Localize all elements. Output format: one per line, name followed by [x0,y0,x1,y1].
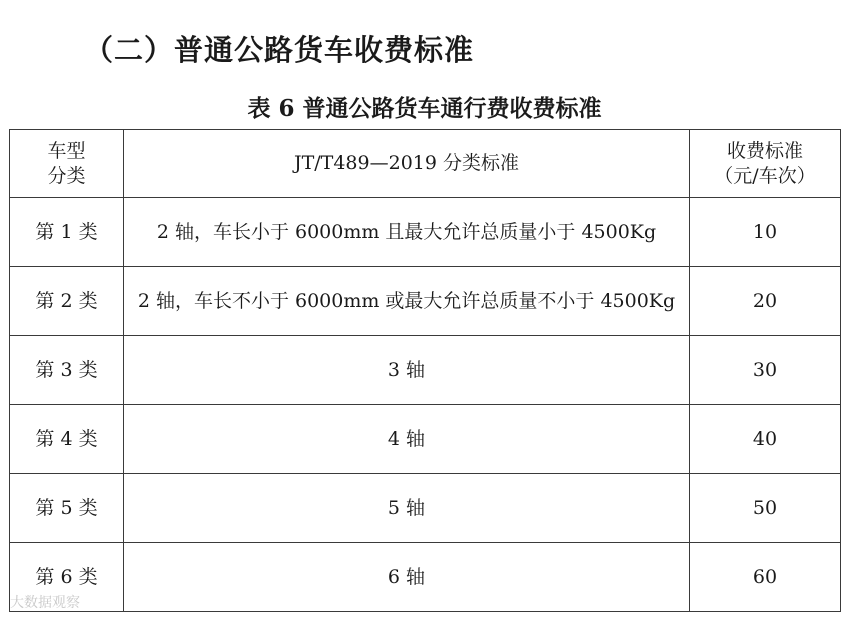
table-header-row [10,130,841,198]
fee-cell: 20 [690,267,841,336]
classification-cell: 5 轴 [124,474,690,543]
header-vehicle-type: 车型 分类 [10,130,124,198]
table-row [10,474,841,543]
classification-cell: 2 轴，车长不小于 6000mm 或最大允许总质量不小于 4500Kg [124,267,690,336]
vehicle-class-cell: 第 4 类 [10,405,124,474]
classification-cell: 4 轴 [124,405,690,474]
header-fee-standard: 收费标准 （元/车次） [690,130,841,198]
vehicle-class-cell: 第 3 类 [10,336,124,405]
classification-cell: 6 轴 [124,543,690,612]
fee-cell: 40 [690,405,841,474]
table-row [10,267,841,336]
section-heading: （二）普通公路货车收费标准 [84,33,475,67]
classification-cell: 3 轴 [124,336,690,405]
watermark: 大数据观察 [10,595,80,611]
table-row [10,543,841,612]
fee-standard-table [9,129,841,612]
table-caption: 表 6 普通公路货车通行费收费标准 [247,95,602,122]
fee-cell: 10 [690,198,841,267]
fee-cell: 30 [690,336,841,405]
table-row [10,198,841,267]
vehicle-class-cell: 第 2 类 [10,267,124,336]
table-row [10,405,841,474]
fee-cell: 60 [690,543,841,612]
classification-cell: 2 轴，车长小于 6000mm 且最大允许总质量小于 4500Kg [124,198,690,267]
table-row [10,336,841,405]
vehicle-class-cell: 第 5 类 [10,474,124,543]
fee-cell: 50 [690,474,841,543]
vehicle-class-cell: 第 1 类 [10,198,124,267]
header-classification-standard: JT/T489—2019 分类标准 [124,130,690,198]
vehicle-class-cell: 第 6 类 [10,543,124,612]
